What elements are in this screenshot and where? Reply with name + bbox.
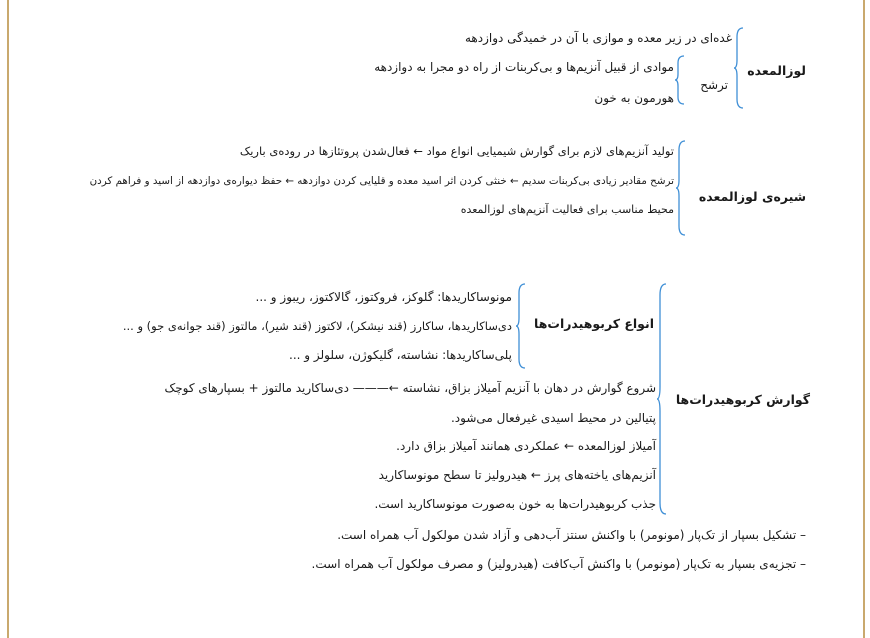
carb-digestion-brace (657, 283, 667, 515)
carb-types-brace (516, 283, 526, 369)
secretion-item-1: موادی از قبیل آنزیم‌ها و بی‌کربنات از راه دو مجرا به دوازدهه (374, 60, 674, 74)
carb-type-1: مونوساکاریدها: گلوکز، فروکتوز، گالاکتوز، ریبوز و ... (255, 290, 512, 304)
carb-step-4: آنزیم‌های یاخته‌های پرز ← هیدرولیز تا سطح مونوساکارید (378, 468, 656, 482)
carb-type-2: دی‌ساکاریدها، ساکارز (قند نیشکر)، لاکتوز (قند شیر)، مالتوز (قند جوانه‌ی جو) و ... (122, 319, 512, 333)
carb-types-title: انواع کربوهیدرات‌ها (534, 316, 654, 331)
secretion-item-2: هورمون به خون (594, 91, 674, 105)
secretion-label: ترشح (700, 78, 728, 92)
note-1: – تشکیل بسپار از تک‌پار (مونومر) با واکنش سنتز آب‌دهی و آزاد شدن مولکول آب همراه است. (337, 528, 806, 542)
pancreas-line1: غده‌ای در زیر معده و موازی با آن در خمیدگی دوازدهه (464, 31, 732, 45)
pancreas-brace (734, 27, 744, 109)
carb-digestion-title: گوارش کربوهیدرات‌ها (675, 392, 810, 407)
carb-step-5: جذب کربوهیدرات‌ها به خون به‌صورت مونوساکارید است. (374, 497, 656, 511)
pancreatic-juice-item-1: تولید آنزیم‌های لازم برای گوارش شیمیایی انواع مواد ← فعال‌شدن پروتئازها در روده‌ی باریک (239, 144, 674, 158)
note-2: – تجزیه‌ی بسپار به تک‌پار (مونومر) با واکنش آب‌کافت (هیدرولیز) و مصرف مولکول آب همراه است. (311, 557, 806, 571)
carb-type-3: پلی‌ساکاریدها: نشاسته، گلیکوژن، سلولز و ... (289, 348, 512, 362)
carb-step-1: شروع گوارش در دهان با آنزیم آمیلاز بزاق، نشاسته ←——— دی‌ساکارید مالتوز + بسپارهای کوچک (164, 381, 656, 395)
pancreatic-juice-item-3: محیط مناسب برای فعالیت آنزیم‌های لوزالمعده (460, 203, 674, 216)
page-border-right (863, 0, 865, 638)
pancreatic-juice-item-2: ترشح مقادیر زیادی بی‌کربنات سدیم ← خنثی کردن اثر اسید معده و قلیایی کردن دوازدهه ← حفظ دیواره‌ی دوازدهه از اسید و فراهم کردن (89, 175, 674, 187)
carb-step-3: آمیلاز لوزالمعده ← عملکردی همانند آمیلاز بزاق دارد. (396, 439, 656, 453)
pancreas-title: لوزالمعده (747, 63, 806, 78)
carb-step-2: پتیالین در محیط اسیدی غیرفعال می‌شود. (450, 411, 656, 425)
page-border-left (7, 0, 9, 638)
pancreatic-juice-brace (676, 140, 686, 236)
secretion-brace (675, 55, 685, 105)
pancreatic-juice-title: شیره‌ی لوزالمعده (698, 189, 806, 204)
